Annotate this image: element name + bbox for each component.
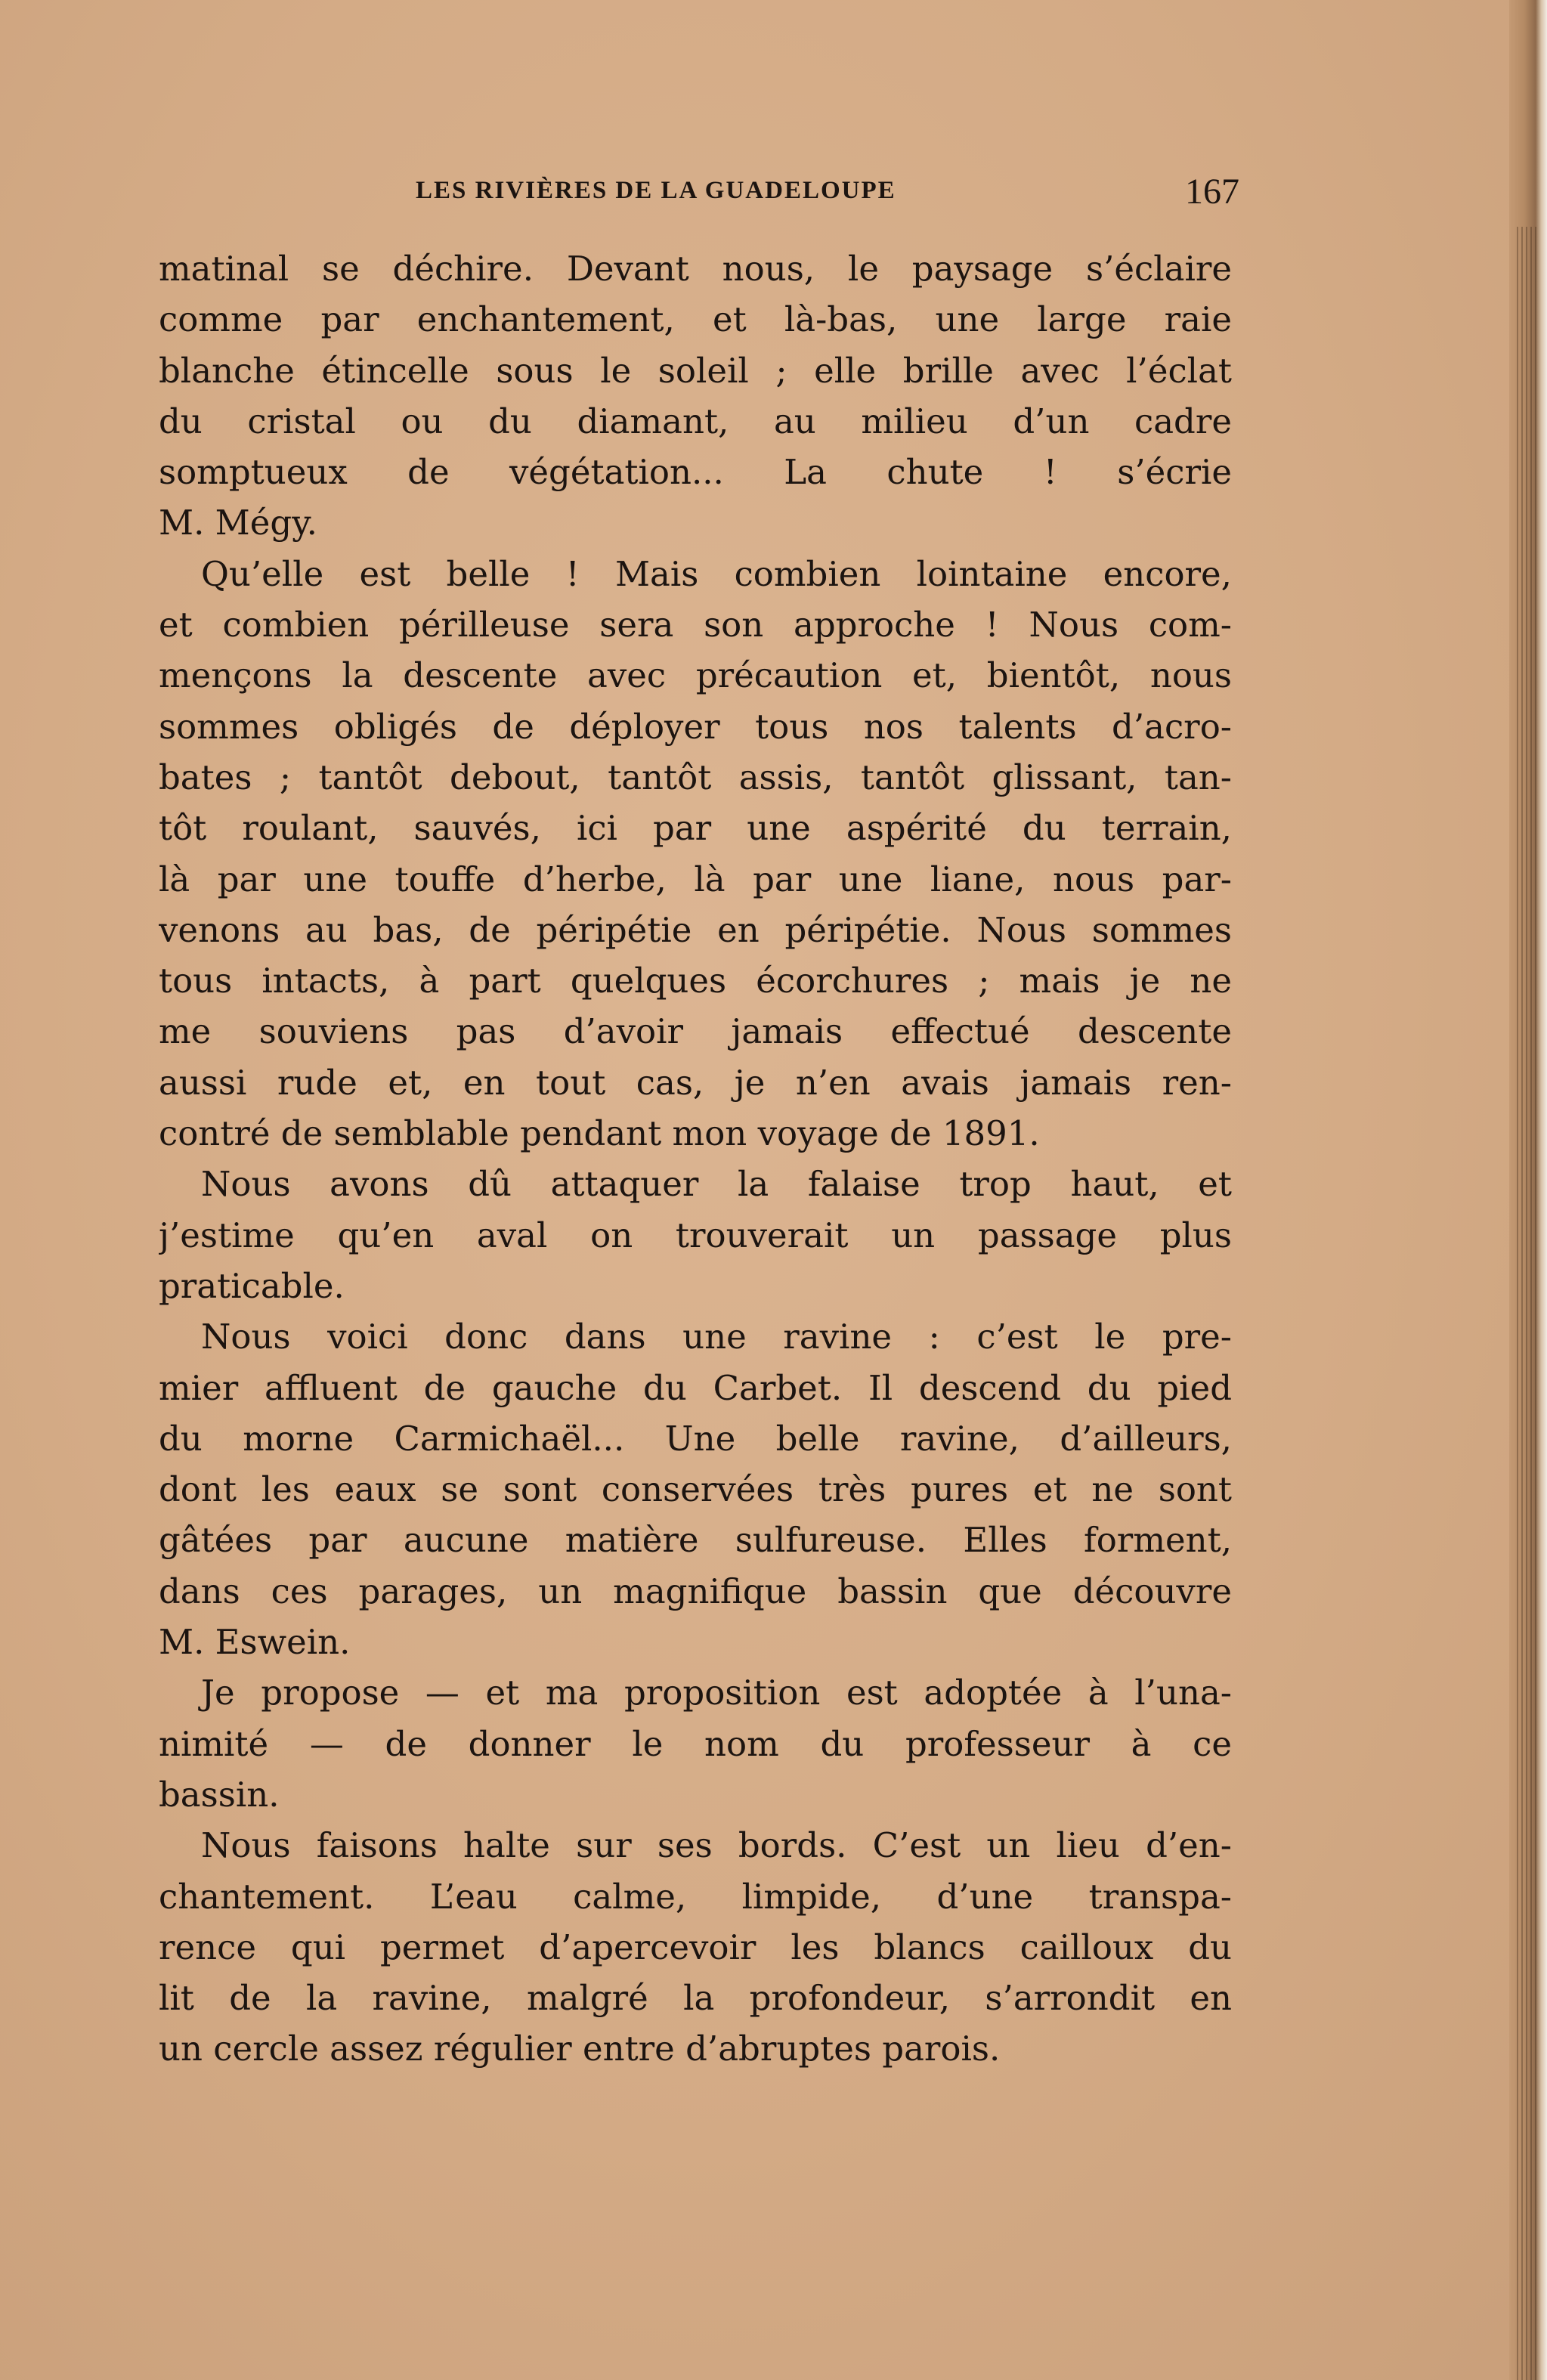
text-line: Nous voici donc dans une ravine : c’est le pre- — [201, 1317, 1232, 1357]
text-line: M. Mégy. — [159, 503, 317, 543]
text-line: un cercle assez régulier entre d’abruptes parois. — [159, 2029, 1001, 2069]
text-line: Qu’elle est belle ! Mais combien lointaine encore, — [201, 553, 1232, 594]
page-edge — [1509, 0, 1547, 2380]
running-title: LES RIVIÈRES DE LA GUADELOUPE — [416, 177, 896, 204]
text-line: contré de semblable pendant mon voyage de 1891. — [159, 1113, 1040, 1154]
text-line: lit de la ravine, malgré la profondeur, s’arrondit en — [159, 1978, 1232, 2019]
text-line: Nous avons dû attaquer la falaise trop haut, et — [201, 1164, 1232, 1205]
text-line: me souviens pas d’avoir jamais effectué descente — [159, 1011, 1232, 1052]
text-line: sommes obligés de déployer tous nos talents d’acro- — [159, 706, 1232, 747]
body-text — [159, 243, 1232, 2075]
text-line: rence qui permet d’apercevoir les blancs cailloux du — [159, 1927, 1232, 1967]
page-header — [159, 171, 1239, 216]
text-line: du morne Carmichaël... Une belle ravine, d’ailleurs, — [159, 1418, 1232, 1459]
text-line: tous intacts, à part quelques écorchures ; mais je ne — [159, 961, 1232, 1001]
text-line: gâtées par aucune matière sulfureuse. Elles forment, — [159, 1520, 1232, 1561]
text-line: j’estime qu’en aval on trouverait un passage plus — [159, 1215, 1232, 1255]
text-line: comme par enchantement, et là-bas, une large raie — [159, 299, 1232, 340]
page-number: 167 — [1185, 172, 1239, 212]
text-line: somptueux de végétation... La chute ! s’écrie — [159, 452, 1232, 493]
text-line: dont les eaux se sont conservées très pures et ne sont — [159, 1469, 1232, 1510]
text-line: matinal se déchire. Devant nous, le paysage s’éclaire — [159, 249, 1232, 289]
text-line: bates ; tantôt debout, tantôt assis, tantôt glissant, tan- — [159, 757, 1232, 797]
text-line: dans ces parages, un magnifique bassin que découvre — [159, 1571, 1232, 1611]
page-edge-lines — [1517, 227, 1539, 2380]
text-line: tôt roulant, sauvés, ici par une aspérité du terrain, — [159, 808, 1232, 849]
text-line: nimité — de donner le nom du professeur à ce — [159, 1723, 1232, 1764]
text-line: chantement. L’eau calme, limpide, d’une transpa- — [159, 1876, 1232, 1917]
text-line: bassin. — [159, 1774, 280, 1815]
text-line: blanche étincelle sous le soleil ; elle brille avec l’éclat — [159, 350, 1232, 391]
text-line: du cristal ou du diamant, au milieu d’un cadre — [159, 401, 1232, 441]
text-line: mier affluent de gauche du Carbet. Il descend du pied — [159, 1367, 1232, 1408]
text-line: et combien périlleuse sera son approche ! Nous com- — [159, 605, 1232, 645]
text-line: mençons la descente avec précaution et, bientôt, nous — [159, 655, 1232, 696]
text-line: là par une touffe d’herbe, là par une liane, nous par- — [159, 859, 1232, 899]
text-line: Nous faisons halte sur ses bords. C’est un lieu d’en- — [201, 1825, 1232, 1866]
text-line: aussi rude et, en tout cas, je n’en avais jamais ren- — [159, 1062, 1232, 1103]
text-line: venons au bas, de péripétie en péripétie. Nous sommes — [159, 909, 1232, 950]
text-line: Je propose — et ma proposition est adoptée à l’una- — [201, 1673, 1232, 1713]
text-line: praticable. — [159, 1265, 345, 1306]
text-line: M. Eswein. — [159, 1622, 351, 1663]
